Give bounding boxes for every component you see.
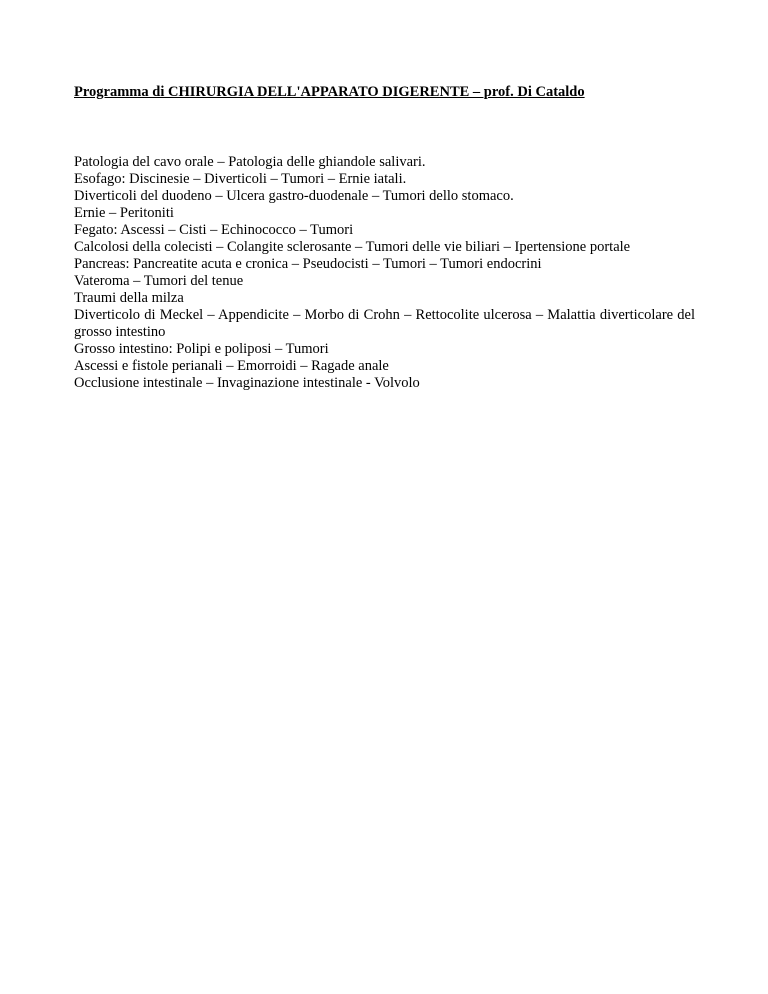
document-title: Programma di CHIRURGIA DELL'APPARATO DIGERENTE – prof. Di Cataldo bbox=[74, 84, 585, 100]
topic-item: Traumi della milza bbox=[74, 290, 184, 306]
topic-item: Vateroma – Tumori del tenue bbox=[74, 273, 244, 289]
topic-item: Patologia del cavo orale – Patologia delle ghiandole salivari. bbox=[74, 154, 426, 170]
topic-item: Diverticolo di Meckel – Appendicite – Morbo di Crohn – Rettocolite ulcerosa – Malattia diverticolare del grosso intestino bbox=[74, 307, 695, 340]
topic-item: Esofago: Discinesie – Diverticoli – Tumori – Ernie iatali. bbox=[74, 171, 407, 187]
topic-item: Grosso intestino: Polipi e poliposi – Tumori bbox=[74, 341, 329, 357]
topic-item: Calcolosi della colecisti – Colangite sclerosante – Tumori delle vie biliari – Ipertensione portale bbox=[74, 239, 631, 255]
topic-item: Occlusione intestinale – Invaginazione intestinale - Volvolo bbox=[74, 375, 420, 391]
topic-item: Diverticoli del duodeno – Ulcera gastro-duodenale – Tumori dello stomaco. bbox=[74, 188, 514, 204]
topic-item: Ernie – Peritoniti bbox=[74, 205, 174, 221]
topic-item: Pancreas: Pancreatite acuta e cronica – Pseudocisti – Tumori – Tumori endocrini bbox=[74, 256, 542, 272]
topic-item: Fegato: Ascessi – Cisti – Echinococco – Tumori bbox=[74, 222, 354, 238]
topic-item: Ascessi e fistole perianali – Emorroidi – Ragade anale bbox=[74, 358, 389, 374]
topic-list bbox=[74, 154, 695, 392]
